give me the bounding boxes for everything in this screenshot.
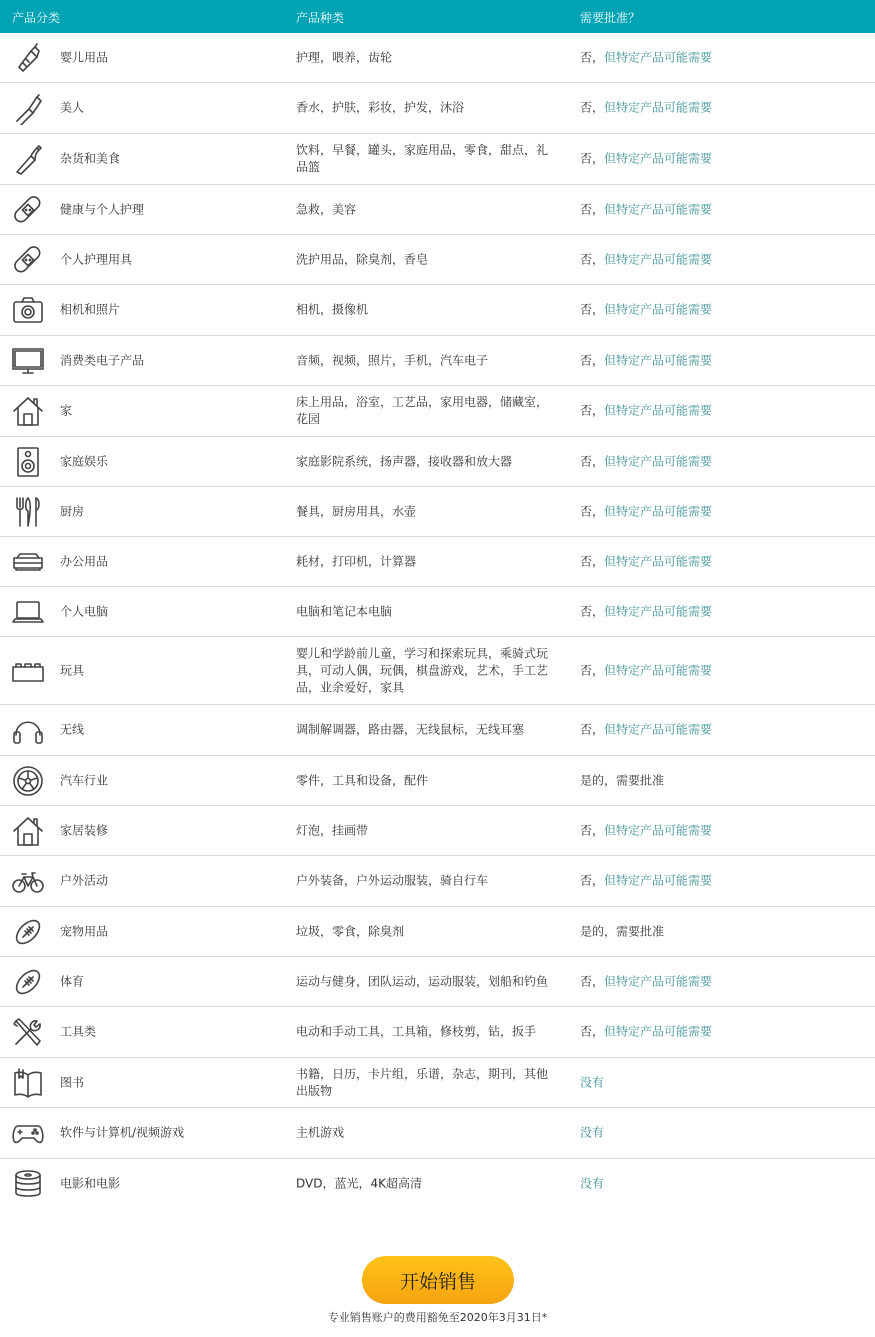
approval-note: 但特定产品可能需要 bbox=[604, 1024, 713, 1039]
category-name: 相机和照片 bbox=[60, 302, 121, 317]
approval-note: 但特定产品可能需要 bbox=[604, 604, 713, 618]
approval-prefix: 否， bbox=[580, 873, 605, 888]
category-name: 户外活动 bbox=[60, 873, 109, 888]
approval-note: 但特定产品可能需要 bbox=[604, 252, 713, 266]
table-row bbox=[0, 756, 875, 806]
header-category: 产品分类 bbox=[12, 11, 61, 25]
approval-status bbox=[580, 151, 860, 168]
category-name: 个人护理用具 bbox=[60, 252, 133, 266]
approval-prefix: 否， bbox=[580, 1024, 605, 1039]
approval-status bbox=[580, 1125, 860, 1142]
approval-status bbox=[580, 453, 860, 470]
approval-note: 但特定产品可能需要 bbox=[604, 722, 713, 737]
printer-icon bbox=[11, 545, 45, 579]
category-name: 厨房 bbox=[60, 504, 85, 518]
product-types: 电脑和笔记本电脑 bbox=[296, 604, 393, 618]
start-selling-button[interactable]: 开始销售 bbox=[362, 1256, 514, 1304]
table-row bbox=[0, 1007, 875, 1058]
product-types: 灯泡，挂画带 bbox=[296, 823, 369, 837]
approval-prefix: 否， bbox=[580, 202, 605, 216]
baby-bottle-icon bbox=[11, 41, 45, 75]
camera-icon bbox=[11, 293, 45, 327]
disc-stack-icon bbox=[11, 1167, 45, 1201]
approval-status bbox=[580, 923, 860, 940]
approval-prefix: 否， bbox=[580, 151, 605, 166]
product-types: 户外装备，户外运动服装，骑自行车 bbox=[296, 873, 489, 888]
table-header bbox=[0, 0, 875, 33]
approval-note: 没有 bbox=[580, 1176, 605, 1191]
table-row bbox=[0, 856, 875, 907]
header-product-types: 产品种类 bbox=[296, 11, 345, 25]
approval-status bbox=[580, 772, 860, 789]
approval-status bbox=[580, 352, 860, 369]
table-row bbox=[0, 134, 875, 185]
approval-status bbox=[580, 603, 860, 620]
table-row bbox=[0, 806, 875, 856]
approval-status bbox=[580, 1024, 860, 1041]
product-types: 家庭影院系统，扬声器，接收器和放大器 bbox=[296, 454, 513, 468]
product-types: DVD，蓝光，4K超高清 bbox=[296, 1176, 422, 1191]
table-row bbox=[0, 487, 875, 537]
table-row bbox=[0, 907, 875, 957]
product-types: 耗材，打印机，计算器 bbox=[296, 554, 417, 568]
product-types: 餐具，厨房用具，水壶 bbox=[296, 504, 417, 518]
category-name: 美人 bbox=[60, 100, 85, 115]
product-types: 护理，喂养，齿轮 bbox=[296, 50, 393, 64]
category-name: 婴儿用品 bbox=[60, 50, 109, 64]
approval-note: 但特定产品可能需要 bbox=[604, 302, 713, 317]
approval-prefix: 否， bbox=[580, 974, 605, 988]
approval-prefix: 否， bbox=[580, 663, 605, 677]
category-name: 软件与计算机/视频游戏 bbox=[60, 1125, 185, 1140]
table-row bbox=[0, 957, 875, 1007]
approval-status bbox=[580, 1074, 860, 1091]
wheel-icon bbox=[11, 764, 45, 798]
approval-note: 但特定产品可能需要 bbox=[604, 353, 713, 367]
approval-status bbox=[580, 251, 860, 268]
approval-prefix: 否， bbox=[580, 504, 605, 518]
bandage-icon bbox=[11, 243, 45, 277]
table-row bbox=[0, 33, 875, 83]
lipstick-icon bbox=[11, 91, 45, 125]
bicycle-icon bbox=[11, 864, 45, 898]
approval-note: 但特定产品可能需要 bbox=[604, 151, 713, 166]
category-name: 宠物用品 bbox=[60, 924, 109, 938]
table-row bbox=[0, 1108, 875, 1159]
approval-prefix: 是的，需要批准 bbox=[580, 924, 665, 938]
football-icon bbox=[11, 915, 45, 949]
table-row bbox=[0, 336, 875, 386]
table-row bbox=[0, 83, 875, 134]
laptop-icon bbox=[11, 595, 45, 629]
category-name: 家居装修 bbox=[60, 823, 109, 837]
approval-status bbox=[580, 49, 860, 66]
approval-prefix: 否， bbox=[580, 554, 605, 568]
approval-status bbox=[580, 100, 860, 117]
cutlery-icon bbox=[11, 495, 45, 529]
tools-icon bbox=[11, 1015, 45, 1049]
fee-waiver-footnote: 专业销售账户的费用豁免至2020年3月31日* bbox=[327, 1311, 548, 1324]
approval-status bbox=[580, 553, 860, 570]
approval-note: 但特定产品可能需要 bbox=[604, 504, 713, 518]
product-types: 零件，工具和设备，配件 bbox=[296, 773, 429, 787]
approval-status bbox=[580, 302, 860, 319]
table-row bbox=[0, 386, 875, 437]
approval-status bbox=[580, 403, 860, 420]
gamepad-icon bbox=[11, 1116, 45, 1150]
table-row bbox=[0, 537, 875, 587]
football-icon bbox=[11, 965, 45, 999]
book-icon bbox=[11, 1066, 45, 1100]
product-types: 急救，美容 bbox=[296, 202, 357, 216]
category-name: 健康与个人护理 bbox=[60, 202, 145, 216]
category-name: 家 bbox=[60, 403, 73, 418]
approval-note: 但特定产品可能需要 bbox=[604, 663, 713, 677]
approval-note: 但特定产品可能需要 bbox=[604, 100, 713, 115]
product-types: 垃圾，零食，除臭剂 bbox=[296, 924, 405, 938]
category-name: 个人电脑 bbox=[60, 604, 109, 618]
category-name: 玩具 bbox=[60, 663, 85, 677]
approval-prefix: 否， bbox=[580, 252, 605, 266]
table-row bbox=[0, 185, 875, 235]
table-row bbox=[0, 587, 875, 637]
table-row bbox=[0, 235, 875, 285]
category-name: 家庭娱乐 bbox=[60, 454, 109, 468]
house-icon bbox=[11, 814, 45, 848]
approval-status bbox=[580, 503, 860, 520]
toy-brick-icon bbox=[11, 654, 45, 688]
approval-status bbox=[580, 722, 860, 739]
product-types: 运动与健身，团队运动，运动服装，划船和钓鱼 bbox=[296, 974, 549, 988]
category-name: 工具类 bbox=[60, 1024, 97, 1039]
table-row bbox=[0, 637, 875, 705]
product-types: 主机游戏 bbox=[296, 1125, 345, 1140]
approval-note: 但特定产品可能需要 bbox=[604, 823, 713, 837]
approval-prefix: 否， bbox=[580, 722, 605, 737]
product-types: 香水，护肤，彩妆，护发，沐浴 bbox=[296, 100, 465, 115]
monitor-icon bbox=[11, 344, 45, 378]
approval-prefix: 否， bbox=[580, 454, 605, 468]
approval-note: 但特定产品可能需要 bbox=[604, 403, 713, 418]
category-name: 体育 bbox=[60, 974, 85, 988]
approval-prefix: 是的，需要批准 bbox=[580, 773, 665, 787]
approval-prefix: 否， bbox=[580, 302, 605, 317]
product-types: 音频，视频，照片，手机，汽车电子 bbox=[296, 353, 489, 367]
category-name: 杂货和美食 bbox=[60, 151, 121, 166]
table-row bbox=[0, 437, 875, 487]
approval-prefix: 否， bbox=[580, 353, 605, 367]
approval-note: 但特定产品可能需要 bbox=[604, 873, 713, 888]
approval-status bbox=[580, 201, 860, 218]
bandage-icon bbox=[11, 193, 45, 227]
approval-note: 但特定产品可能需要 bbox=[604, 554, 713, 568]
product-types: 相机，摄像机 bbox=[296, 302, 369, 317]
product-types: 洗护用品，除臭剂，香皂 bbox=[296, 252, 429, 266]
product-types: 床上用品，浴室，工艺品，家用电器，储藏室，花园 bbox=[296, 395, 549, 426]
approval-status bbox=[580, 822, 860, 839]
category-name: 无线 bbox=[60, 722, 85, 737]
product-types: 电动和手动工具，工具箱，修枝剪，钻，扳手 bbox=[296, 1024, 537, 1039]
approval-prefix: 否， bbox=[580, 604, 605, 618]
approval-status bbox=[580, 1176, 860, 1193]
approval-note: 但特定产品可能需要 bbox=[604, 50, 713, 64]
category-name: 办公用品 bbox=[60, 554, 109, 568]
house-icon bbox=[11, 394, 45, 428]
wine-bottle-icon bbox=[11, 142, 45, 176]
category-name: 图书 bbox=[60, 1075, 85, 1089]
category-name: 消费类电子产品 bbox=[60, 353, 145, 367]
approval-note: 但特定产品可能需要 bbox=[604, 454, 713, 468]
approval-note: 没有 bbox=[580, 1075, 605, 1089]
table-row bbox=[0, 285, 875, 336]
approval-note: 但特定产品可能需要 bbox=[604, 202, 713, 216]
approval-note: 但特定产品可能需要 bbox=[604, 974, 713, 988]
approval-status bbox=[580, 662, 860, 679]
table-row bbox=[0, 1058, 875, 1108]
header-approval: 需要批准？ bbox=[580, 11, 641, 25]
approval-prefix: 否， bbox=[580, 823, 605, 837]
table-row bbox=[0, 705, 875, 756]
product-types: 婴儿和学龄前儿童，学习和探索玩具，乘骑式玩具，可动人偶，玩偶，棋盘游戏，艺术，手工艺品，业余爱好，家具 bbox=[296, 646, 549, 694]
product-types: 书籍，日历，卡片组，乐谱，杂志，期刊，其他出版物 bbox=[296, 1066, 549, 1098]
approval-prefix: 否， bbox=[580, 100, 605, 115]
approval-status bbox=[580, 873, 860, 890]
approval-note: 没有 bbox=[580, 1125, 605, 1140]
headphones-icon bbox=[11, 713, 45, 747]
product-types: 调制解调器，路由器，无线鼠标，无线耳塞 bbox=[296, 722, 525, 737]
category-name: 电影和电影 bbox=[60, 1176, 121, 1191]
product-types: 饮料，早餐，罐头，家庭用品，零食，甜点，礼品篮 bbox=[296, 143, 549, 174]
approval-status bbox=[580, 973, 860, 990]
approval-prefix: 否， bbox=[580, 403, 605, 418]
category-name: 汽车行业 bbox=[60, 773, 109, 787]
speaker-icon bbox=[11, 445, 45, 479]
table-row bbox=[0, 1159, 875, 1209]
approval-prefix: 否， bbox=[580, 50, 605, 64]
